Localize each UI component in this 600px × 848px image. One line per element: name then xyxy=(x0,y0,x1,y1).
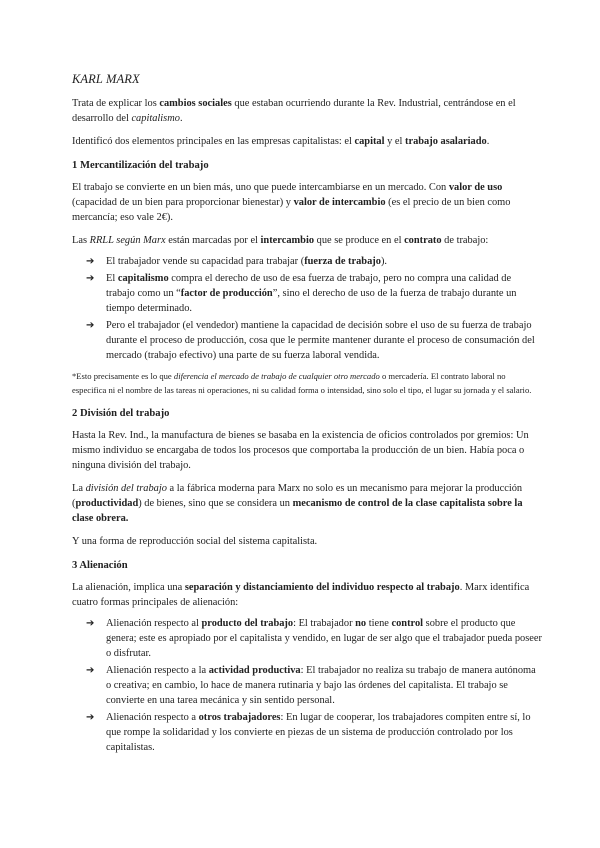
list-item: ➔ Pero el trabajador (el vendedor) mantiene la capacidad de decisión sobre el uso de su fuerza de trabajo durante el proceso de producción, cosa que le permite mantener durante el proceso de consumación del mercado (trabajo efectivo) una parte de su fuerza laboral vendida. xyxy=(86,320,535,361)
list-item: ➔ Alienación respecto al producto del trabajo: El trabajador no tiene control sobre el producto que genera; este es apropiado por el capitalista y vendido, en lugar de ser algo que el trabajador pueda poseer o disfrutar. xyxy=(86,618,542,659)
section-heading-mercantilizacion: 1 Mercantilización del trabajo xyxy=(72,160,209,171)
section-heading-alienacion: 3 Alienación xyxy=(72,560,128,571)
section-heading-division: 2 División del trabajo xyxy=(72,408,170,419)
section3-list xyxy=(72,616,542,755)
arrow-right-icon: ➔ xyxy=(86,618,95,629)
arrow-right-icon: ➔ xyxy=(86,665,95,676)
list-item: ➔ Alienación respecto a otros trabajadores: En lugar de cooperar, los trabajadores compiten entre sí, lo que rompe la solidaridad y los convierte en piezas de un sistema de producción controlado por los capitalistas. xyxy=(86,712,531,753)
document-title: KARL MARX xyxy=(72,72,140,86)
section2-paragraph-3: Y una forma de reproducción social del sistema capitalista. xyxy=(72,536,318,547)
arrow-right-icon: ➔ xyxy=(86,712,95,723)
intro-paragraph-1: Trata de explicar los cambios sociales que estaban ocurriendo durante la Rev. Industrial, centrándose en el desarrollo del capitalismo. xyxy=(72,98,516,124)
section2-paragraph-1: Hasta la Rev. Ind., la manufactura de bienes se basaba en la existencia de oficios controlados por gremios: Un mismo individuo se encargaba de todos los procesos que comportaba la producción de un bien. Había poca o ninguna división del trabajo. xyxy=(72,430,529,471)
list-item: ➔ Alienación respecto a la actividad productiva: El trabajador no realiza su trabajo de manera autónoma o creativa; en cambio, lo hace de manera rutinaria y bajo las órdenes del capitalista. El trabajo se convierte en una tarea mecánica y sin sentido personal. xyxy=(86,665,536,706)
arrow-right-icon: ➔ xyxy=(86,273,95,284)
section1-list xyxy=(72,254,542,363)
section1-paragraph-1: El trabajo se convierte en un bien más, uno que puede intercambiarse en un mercado. Con valor de uso (capacidad de un bien para proporcionar bienestar) y valor de intercambio (es el precio de un bien como mercancía; eso vale 2€). xyxy=(72,182,511,223)
list-item: ➔ El trabajador vende su capacidad para trabajar (fuerza de trabajo). xyxy=(86,256,388,267)
intro-paragraph-2: Identificó dos elementos principales en las empresas capitalistas: el capital y el trabajo asalariado. xyxy=(72,136,490,147)
list-item: ➔ El capitalismo compra el derecho de uso de esa fuerza de trabajo, pero no compra una calidad de trabajo como un “factor de producción”, sino el derecho de uso de la fuerza de trabajo durante un tiempo determinado. xyxy=(86,273,517,314)
section1-paragraph-2: Las RRLL según Marx están marcadas por el intercambio que se produce en el contrato de trabajo: xyxy=(72,235,489,246)
section3-paragraph-1: La alienación, implica una separación y distanciamiento del individuo respecto al trabajo. Marx identifica cuatro formas principales de alienación: xyxy=(72,582,530,608)
section2-paragraph-2: La división del trabajo a la fábrica moderna para Marx no solo es un mecanismo para mejorar la producción (productividad) de bienes, sino que se considera un mecanismo de control de la clase capitalista sobre la clase obrera. xyxy=(72,483,523,524)
arrow-right-icon: ➔ xyxy=(86,256,95,267)
arrow-right-icon: ➔ xyxy=(86,320,95,331)
section1-note: *Esto precisamente es lo que diferencia el mercado de trabajo de cualquier otro mercado o mercadería. El contrato laboral no especifica ni el nombre de las tareas ni operaciones, ni su calidad forma o intensidad, sino solo el tipo, el lugar su jornada y el salario. xyxy=(72,371,532,395)
